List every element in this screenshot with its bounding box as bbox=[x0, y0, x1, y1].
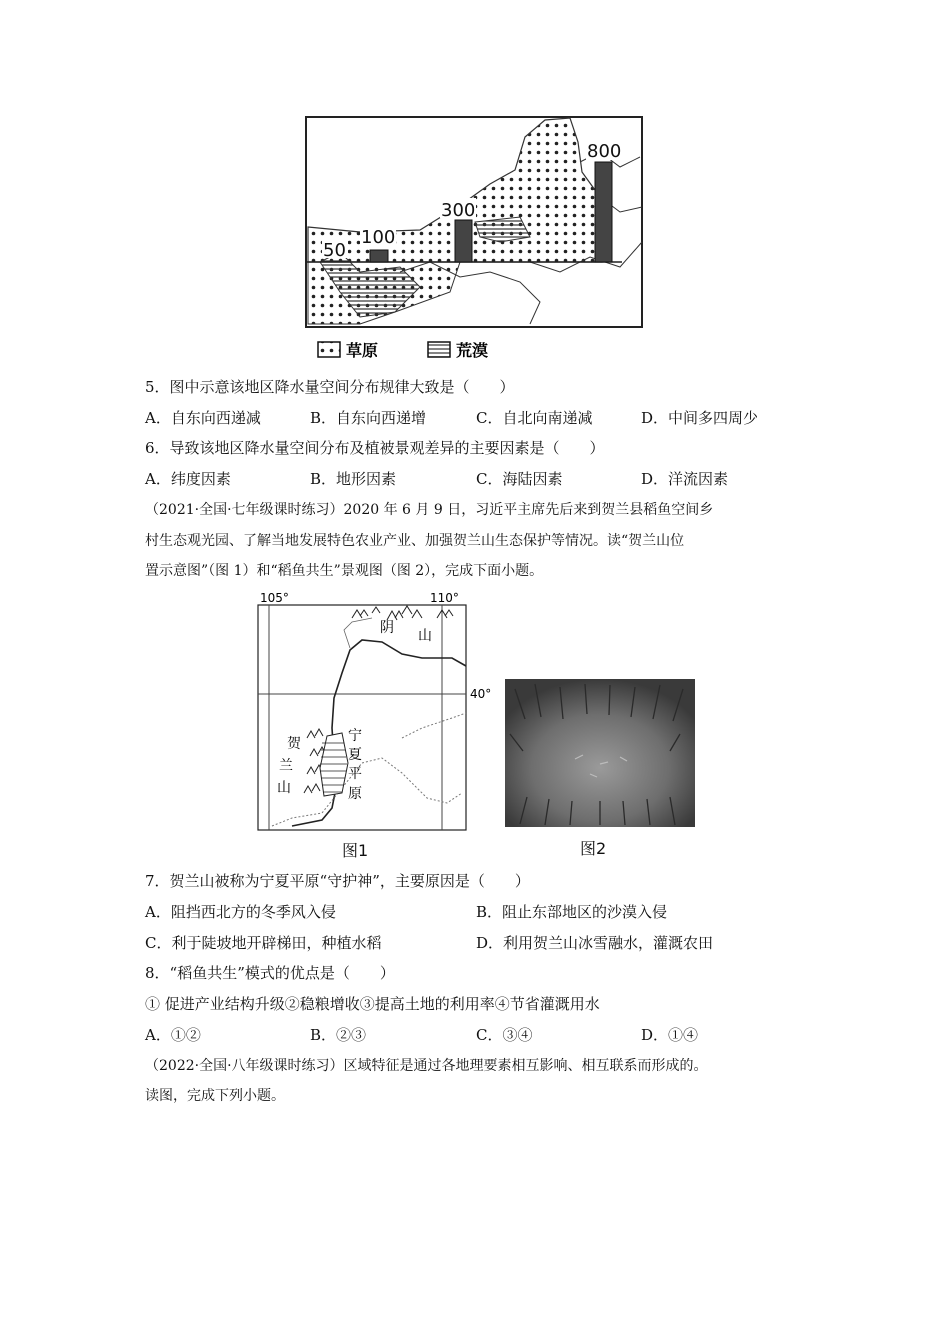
intro2-line2: 读图，完成下列小题。 bbox=[145, 1088, 285, 1104]
ningxia-char-3: 平 bbox=[348, 766, 362, 782]
intro1-line3: 置示意图”（图 1）和“稻鱼共生”景观图（图 2），完成下面小题。 bbox=[145, 563, 544, 579]
q5-option-b: B．自东向西递增 bbox=[310, 409, 427, 427]
intro1-line1: （2021·全国·七年级课时练习）2020 年 6 月 9 日，习近平主席先后来到贺兰县稻鱼空间乡 bbox=[145, 502, 714, 518]
desert-legend-label: 荒漠 bbox=[456, 341, 489, 360]
q7-option-d: D．利用贺兰山冰雪融水，灌溉农田 bbox=[476, 934, 714, 952]
intro1-line2: 村生态观光园、了解当地发展特色农业产业、加强贺兰山生态保护等情况。读“贺兰山位 bbox=[145, 533, 685, 549]
figure-1-caption: 图1 bbox=[342, 841, 369, 860]
precipitation-vegetation-map bbox=[300, 112, 650, 372]
helanshan-char-2: 兰 bbox=[279, 758, 293, 774]
precip-label-100: 100 bbox=[361, 227, 396, 248]
q7-stem: 7．贺兰山被称为宁夏平原“守护神”，主要原因是（ ） bbox=[145, 872, 530, 890]
precip-label-800: 800 bbox=[587, 141, 622, 162]
grassland-legend-label: 草原 bbox=[346, 341, 379, 360]
intro2-line1: （2022·全国·八年级课时练习）区域特征是通过各地理要素相互影响、相互联系而形成的。 bbox=[145, 1058, 708, 1074]
q8-option-d: D．①④ bbox=[641, 1026, 699, 1044]
yinshan-char-2: 山 bbox=[418, 628, 432, 644]
grassland-legend-icon bbox=[318, 342, 340, 357]
helanshan-char-3: 山 bbox=[277, 780, 291, 796]
q8-statements: ① 促进产业结构升级②稳粮增收③提高土地的利用率④节省灌溉用水 bbox=[145, 995, 600, 1013]
q6-option-b: B．地形因素 bbox=[310, 470, 397, 488]
q5-option-a: A．自东向西递减 bbox=[145, 409, 261, 427]
lon-110-label: 110° bbox=[430, 591, 459, 605]
helanshan-location-map bbox=[252, 588, 502, 858]
ningxia-char-1: 宁 bbox=[348, 728, 362, 744]
precip-label-300: 300 bbox=[441, 200, 476, 221]
figure-2-caption: 图2 bbox=[580, 839, 607, 858]
q7-option-b: B．阻止东部地区的沙漠入侵 bbox=[476, 903, 668, 921]
q5-option-c: C．自北向南递减 bbox=[476, 409, 593, 427]
q7-option-c: C．利于陡坡地开辟梯田，种植水稻 bbox=[145, 934, 382, 952]
desert-legend-icon bbox=[428, 342, 450, 357]
rice-fish-photo bbox=[505, 679, 695, 827]
helanshan-char-1: 贺 bbox=[287, 736, 301, 752]
q8-option-a: A．①② bbox=[145, 1026, 201, 1044]
q5-option-d: D．中间多四周少 bbox=[641, 409, 759, 427]
precip-label-50: 50 bbox=[323, 240, 346, 261]
q5-stem: 5．图中示意该地区降水量空间分布规律大致是（ ） bbox=[145, 378, 515, 396]
q8-option-b: B．②③ bbox=[310, 1026, 367, 1044]
q6-stem: 6．导致该地区降水量空间分布及植被景观差异的主要因素是（ ） bbox=[145, 439, 605, 457]
q8-stem: 8．“稻鱼共生”模式的优点是（ ） bbox=[145, 964, 395, 982]
yinshan-char-1: 阴 bbox=[380, 620, 394, 636]
ningxia-char-4: 原 bbox=[348, 786, 362, 802]
lat-40-label: 40° bbox=[470, 687, 492, 701]
q6-option-c: C．海陆因素 bbox=[476, 470, 563, 488]
q8-option-c: C．③④ bbox=[476, 1026, 533, 1044]
q7-option-a: A．阻挡西北方的冬季风入侵 bbox=[145, 903, 336, 921]
ningxia-char-2: 夏 bbox=[348, 747, 362, 763]
q6-option-a: A．纬度因素 bbox=[145, 470, 231, 488]
lon-105-label: 105° bbox=[260, 591, 289, 605]
q6-option-d: D．洋流因素 bbox=[641, 470, 729, 488]
